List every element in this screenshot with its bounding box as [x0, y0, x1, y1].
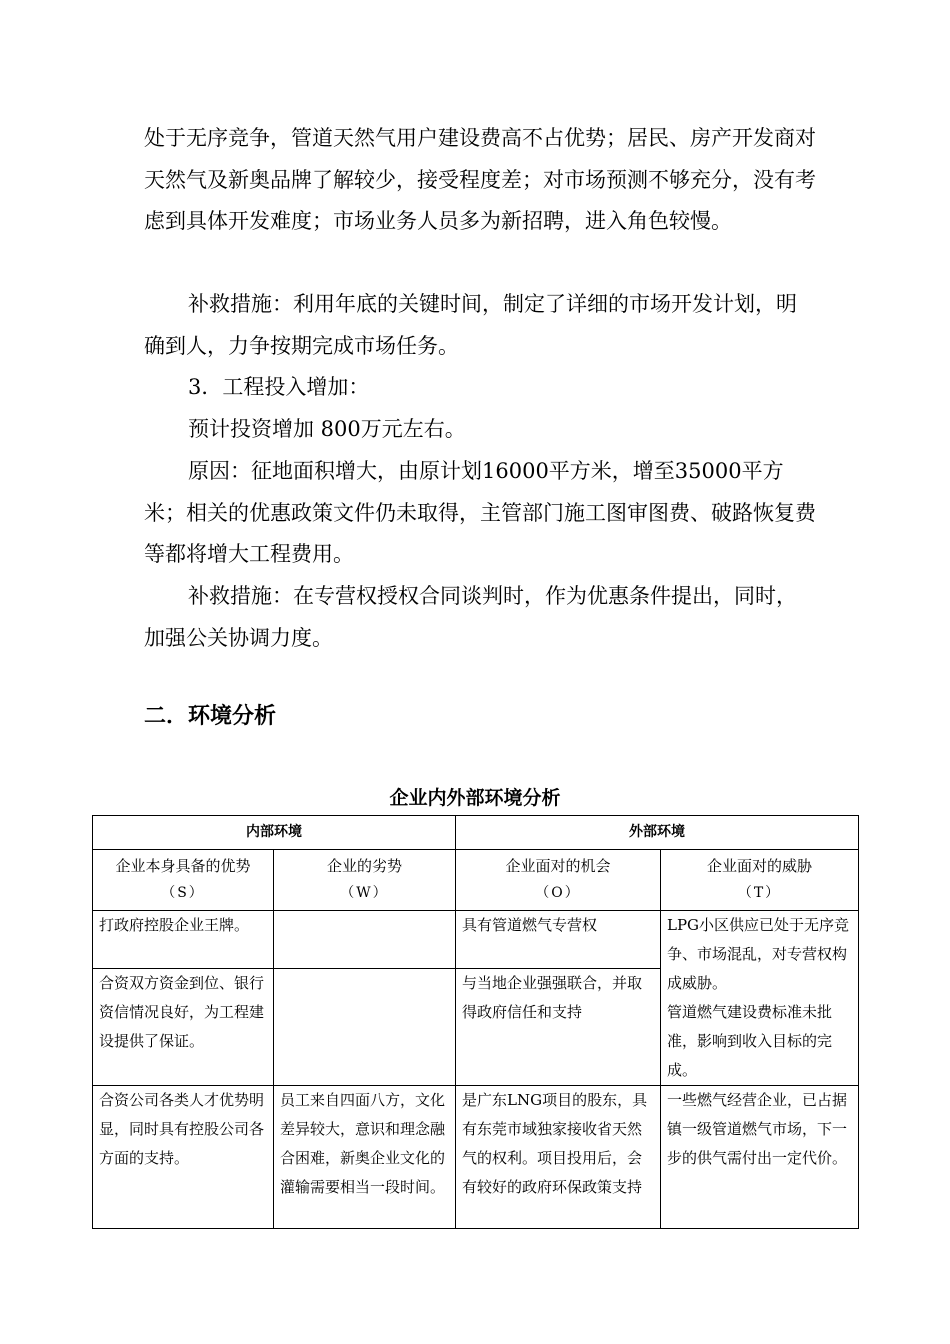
- paragraph-engineering-heading: 3．工程投入增加：: [188, 375, 370, 399]
- column-header-strengths: 企业本身具备的优势 （S）: [93, 850, 274, 911]
- strength-cell: 打政府控股企业王牌。: [93, 911, 274, 969]
- threat-text: 管道燃气建设费标准未批准，影响到收入目标的完成。: [667, 1003, 833, 1079]
- table-row: [93, 1086, 859, 1229]
- internal-environment-header: 内部环境: [93, 816, 456, 850]
- weakness-cell: [274, 969, 456, 1086]
- paragraph-market-remedy: 补救措施：利用年底的关键时间，制定了详细的市场开发计划，明确到人，力争按期完成市场任务。: [144, 292, 797, 358]
- strength-cell: 合资双方资金到位、银行资信情况良好，为工程建设提供了保证。: [93, 969, 274, 1086]
- environment-analysis-table: [92, 815, 859, 1229]
- section-heading: 二．环境分析: [144, 704, 277, 729]
- strength-cell: 合资公司各类人才优势明显，同时具有控股公司各方面的支持。: [93, 1086, 274, 1229]
- table-title: 企业内外部环境分析: [389, 787, 561, 809]
- threat-cell: [661, 911, 859, 1086]
- paragraph-engineering-remedy: 补救措施：在专营权授权合同谈判时，作为优惠条件提出，同时，加强公关协调力度。: [144, 584, 797, 650]
- table-row: [93, 911, 859, 969]
- paragraph-market-issues: 处于无序竞争，管道天然气用户建设费高不占优势；居民、房产开发商对天然气及新奥品牌了解较少，接受程度差；对市场预测不够充分，没有考虑到具体开发难度；市场业务人员多为新招聘，进入角色较慢。: [144, 126, 816, 233]
- opportunity-cell: 与当地企业强强联合，并取得政府信任和支持: [456, 969, 661, 1086]
- threat-text: LPG小区供应已处于无序竞争、市场混乱，对专营权构成威胁。: [667, 916, 850, 992]
- opportunity-cell: 是广东LNG项目的股东，具有东莞市域独家接收省天然气的权利。项目投用后，会有较好的政府环保政策支持: [456, 1086, 661, 1229]
- column-header-threats: 企业面对的威胁 （T）: [661, 850, 859, 911]
- external-environment-header: 外部环境: [456, 816, 859, 850]
- opportunity-cell: 具有管道燃气专营权: [456, 911, 661, 969]
- column-header-opportunities: 企业面对的机会 （O）: [456, 850, 661, 911]
- weakness-cell: 员工来自四面八方，文化差异较大，意识和理念融合困难，新奥企业文化的灌输需要相当一段时间。: [274, 1086, 456, 1229]
- column-header-weaknesses: 企业的劣势 （W）: [274, 850, 456, 911]
- threat-cell: 一些燃气经营企业，已占据镇一级管道燃气市场，下一步的供气需付出一定代价。: [661, 1086, 859, 1229]
- paragraph-cause: 原因：征地面积增大，由原计划16000平方米，增至35000平方米；相关的优惠政策文件仍未取得，主管部门施工图审图费、破路恢复费等都将增大工程费用。: [144, 459, 816, 566]
- weakness-cell: [274, 911, 456, 969]
- paragraph-investment-increase: 预计投资增加 800万元左右。: [188, 417, 466, 441]
